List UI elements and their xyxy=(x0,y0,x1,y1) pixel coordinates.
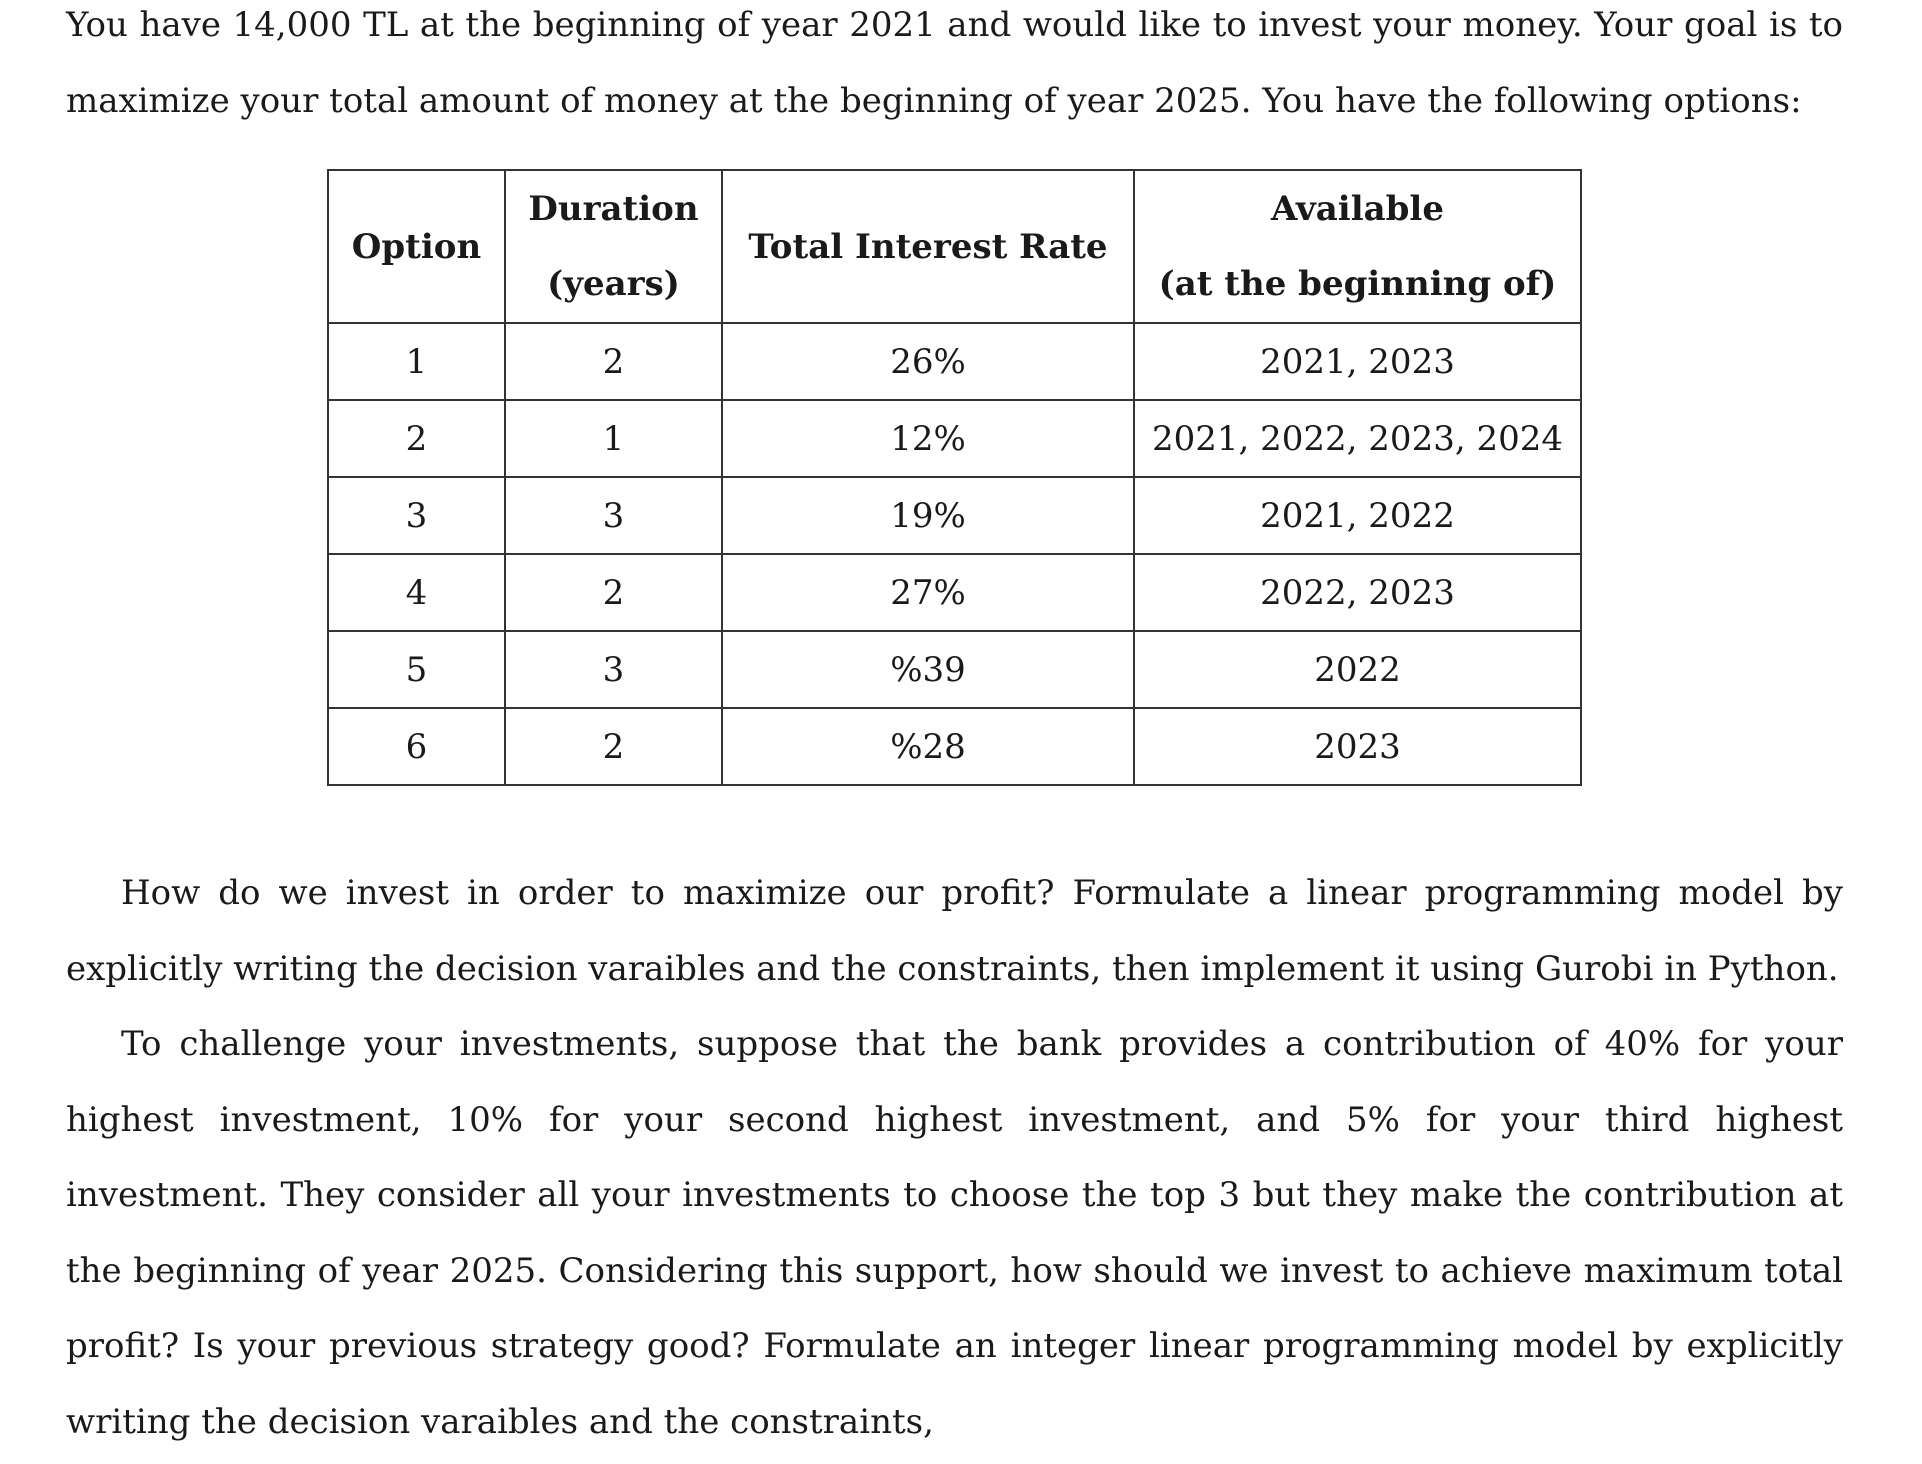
cell-available: 2023 xyxy=(1134,708,1581,785)
table-row xyxy=(328,323,1581,400)
header-option-label: Option xyxy=(351,226,482,267)
investment-options-table xyxy=(327,169,1582,786)
header-available xyxy=(1134,170,1581,323)
question-lp-paragraph: How do we invest in order to maximize our profit? Formulate a linear programming model by explicitly writing the decision varaibles and the constraints, then implement it using Gurobi in Python. xyxy=(66,873,1843,989)
header-duration xyxy=(505,170,722,323)
cell-duration: 1 xyxy=(505,400,722,477)
table-row xyxy=(328,477,1581,554)
cell-rate: 12% xyxy=(722,400,1134,477)
header-rate xyxy=(722,170,1134,323)
cell-available: 2021, 2023 xyxy=(1134,323,1581,400)
cell-duration: 2 xyxy=(505,323,722,400)
header-duration-line2: (years) xyxy=(547,263,680,304)
cell-rate: %28 xyxy=(722,708,1134,785)
cell-available: 2021, 2022, 2023, 2024 xyxy=(1134,400,1581,477)
table-row xyxy=(328,631,1581,708)
cell-rate: 27% xyxy=(722,554,1134,631)
cell-option: 1 xyxy=(328,323,505,400)
intro-paragraph: You have 14,000 TL at the beginning of year 2021 and would like to invest your money. Your goal is to maximize your total amount of money at the beginning of year 2025. You have the following options: xyxy=(66,5,1843,121)
header-available-line1: Available xyxy=(1271,188,1444,229)
cell-available: 2021, 2022 xyxy=(1134,477,1581,554)
table-row xyxy=(328,400,1581,477)
cell-duration: 3 xyxy=(505,477,722,554)
cell-option: 6 xyxy=(328,708,505,785)
question-ilp-paragraph: To challenge your investments, suppose that the bank provides a contribution of 40% for your highest investment, 10% for your second highest investment, and 5% for your third highest investment. They consider all your investments to choose the top 3 but they make the contribution at the beginning of year 2025. Considering this support, how should we invest to achieve maximum total profit? Is your previous strategy good? Formulate an integer linear programming model by explicitly writing the decision varaibles and the constraints, xyxy=(66,1024,1843,1442)
header-rate-label: Total Interest Rate xyxy=(748,226,1108,267)
cell-option: 3 xyxy=(328,477,505,554)
cell-rate: %39 xyxy=(722,631,1134,708)
table-row xyxy=(328,708,1581,785)
cell-duration: 2 xyxy=(505,554,722,631)
cell-available: 2022, 2023 xyxy=(1134,554,1581,631)
cell-option: 4 xyxy=(328,554,505,631)
cell-rate: 26% xyxy=(722,323,1134,400)
cell-duration: 2 xyxy=(505,708,722,785)
cell-option: 2 xyxy=(328,400,505,477)
table-row xyxy=(328,554,1581,631)
cell-duration: 3 xyxy=(505,631,722,708)
cell-available: 2022 xyxy=(1134,631,1581,708)
cell-rate: 19% xyxy=(722,477,1134,554)
header-option xyxy=(328,170,505,323)
table-header-row xyxy=(328,170,1581,323)
header-available-line2: (at the beginning of) xyxy=(1158,263,1557,304)
header-duration-line1: Duration xyxy=(528,188,699,229)
cell-option: 5 xyxy=(328,631,505,708)
